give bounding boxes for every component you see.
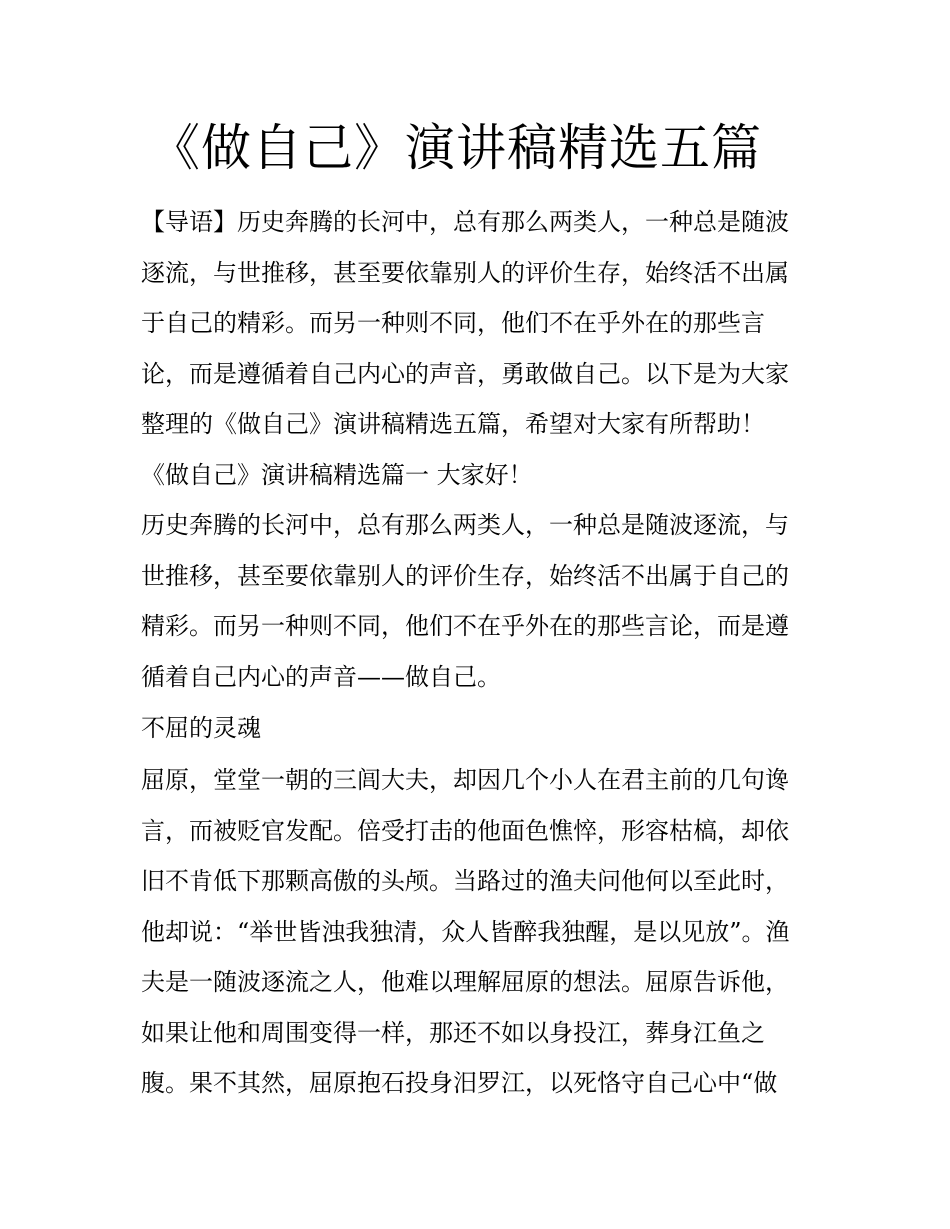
paragraph-line: 历史奔腾的长河中，总有那么两类人，一种总是随波逐流，与 [141,511,789,539]
paragraph-line: 如果让他和周围变得一样，那还不如以身投江，葬身江鱼之 [141,1019,765,1047]
document-title: 《做自己》演讲稿精选五篇 [150,119,762,177]
paragraph-line: 逐流，与世推移，甚至要依靠别人的评价生存，始终活不出属 [141,259,789,287]
section-heading-line: 《做自己》演讲稿精选篇一 大家好！ [141,461,533,489]
paragraph-line: 他却说：“举世皆浊我独清，众人皆醉我独醒，是以见放”。渔 [141,918,790,946]
paragraph-line: 精彩。而另一种则不同，他们不在乎外在的那些言论，而是遵 [141,612,789,640]
paragraph-line: 夫是一随波逐流之人，他难以理解屈原的想法。屈原告诉他， [141,968,789,996]
paragraph-line: 循着自己内心的声音——做自己。 [141,663,501,691]
paragraph-line: 世推移，甚至要依靠别人的评价生存，始终活不出属于自己的 [141,562,789,590]
subheading-line: 不屈的灵魂 [141,714,261,742]
paragraph-line: 屈原，堂堂一朝的三闾大夫，却因几个小人在君主前的几句谗 [141,766,789,794]
paragraph-line: 腹。果不其然，屈原抱石投身汨罗江，以死恪守自己心中“做 [141,1069,778,1097]
paragraph-line: 【导语】历史奔腾的长河中，总有那么两类人，一种总是随波 [141,208,789,236]
paragraph-line: 旧不肯低下那颗高傲的头颅。当路过的渔夫问他何以至此时， [141,867,789,895]
paragraph-line: 言，而被贬官发配。倍受打击的他面色憔悴，形容枯槁，却依 [141,817,789,845]
paragraph-line: 论，而是遵循着自己内心的声音，勇敢做自己。以下是为大家 [141,360,789,388]
paragraph-line: 整理的《做自己》演讲稿精选五篇，希望对大家有所帮助！ [141,410,765,438]
paragraph-line: 于自己的精彩。而另一种则不同，他们不在乎外在的那些言 [141,309,765,337]
